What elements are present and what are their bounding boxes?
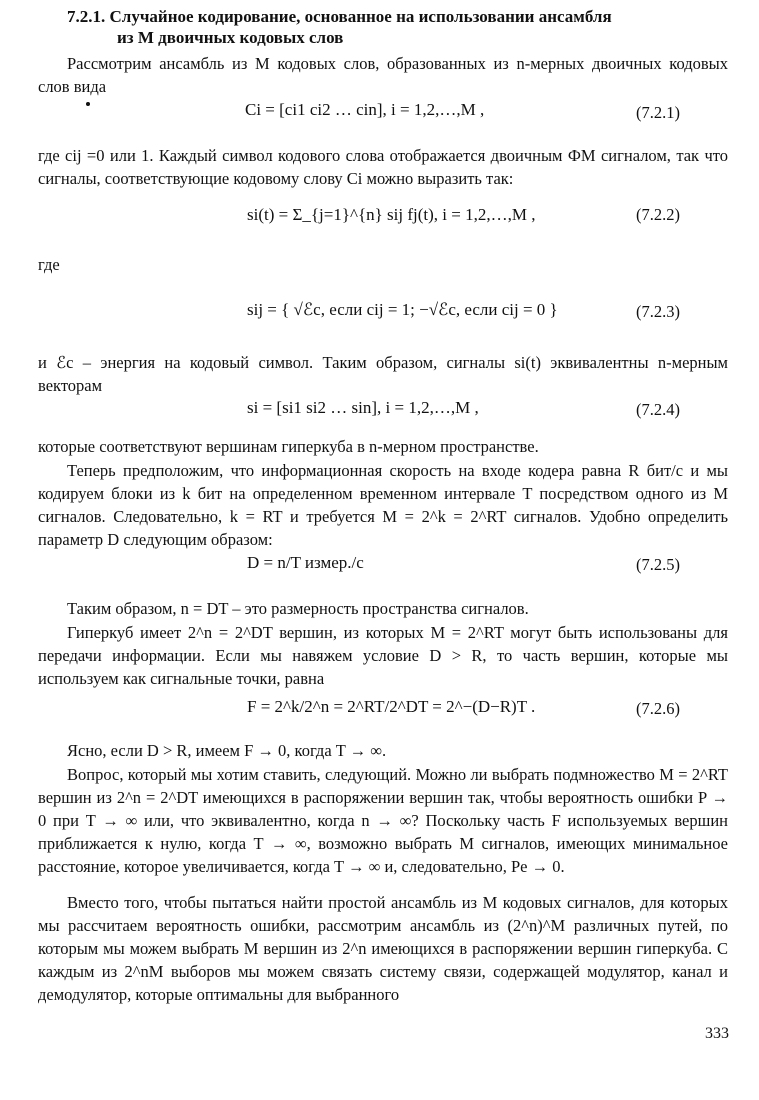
paragraph-8: Гиперкуб имеет 2^n = 2^DT вершин, из которых M = 2^RT могут быть использованы для передачи информации. Если мы навяжем условие D > R, то часть вершин, которые мы используем как сигнальные точки, равна (38, 623, 728, 688)
equation-7-2-5: D = n/T измер./с (247, 553, 364, 572)
paragraph-11: Вместо того, чтобы пытаться найти простой ансамбль из M кодовых сигналов, для которых мы рассчитаем вероятность ошибки, рассмотрим ансамбль из (2^n)^M различных путей, по которым мы можем выбрать M вершин из 2^n имеющихся в распоряжении вершин гиперкуба. С каждым из 2^nM выборов мы можем связать систему связи, содержащей модулятор, канал и демодулятор, которые оптимальны для выбранного (38, 893, 728, 1004)
equation-number-7-2-4: (7.2.4) (636, 400, 680, 419)
paragraph-5: которые соответствуют вершинам гиперкуба в n-мерном пространстве. (38, 437, 539, 456)
paragraph-1: Рассмотрим ансамбль из M кодовых слов, образованных из n-мерных двоичных кодовых слов вида (38, 54, 728, 96)
equation-number-7-2-5: (7.2.5) (636, 555, 680, 574)
equation-number-7-2-3: (7.2.3) (636, 302, 680, 321)
paragraph-9: Ясно, если D > R, имеем F → 0, когда T → ∞. (67, 741, 387, 760)
paragraph-4: и ℰc – энергия на кодовый символ. Таким образом, сигналы si(t) эквивалентны n-мерным векторам (38, 353, 728, 395)
equation-7-2-2: si(t) = Σ_{j=1}^{n} sij fj(t), i = 1,2,…,M , (247, 205, 536, 224)
paragraph-10: Вопрос, который мы хотим ставить, следующий. Можно ли выбрать подмножество M = 2^RT вершин из 2^n = 2^DT имеющихся в распоряжении вершин так, чтобы вероятность ошибки P → 0 при T → ∞ или, что эквивалентно, когда n → ∞? Поскольку часть F используемых вершин приближается к нулю, когда T → ∞, возможно выбрать M сигналов, имеющих минимальное расстояние, которое увеличивается, когда T → ∞ и, следовательно, Pe → 0. (38, 765, 728, 876)
section-heading (67, 6, 612, 48)
page-number: 333 (705, 1025, 729, 1042)
equation-number-7-2-1: (7.2.1) (636, 103, 680, 122)
equation-7-2-3: sij = { √ℰc, если cij = 1; −√ℰc, если cij = 0 } (247, 300, 558, 319)
stray-dot (86, 102, 90, 106)
paragraph-6: Теперь предположим, что информационная скорость на входе кодера равна R бит/с и мы кодируем блоки из k бит на определенном временном интервале T посредством одного из M сигналов. Следовательно, k = RT и требуется M = 2^k = 2^RT сигналов. Удобно определить параметр D следующим образом: (38, 461, 728, 549)
heading-line-1: 7.2.1. Случайное кодирование, основанное на использовании ансамбля (67, 7, 612, 26)
equation-7-2-1: Ci = [ci1 ci2 … cin], i = 1,2,…,M , (245, 100, 485, 119)
equation-7-2-4: si = [si1 si2 … sin], i = 1,2,…,M , (247, 398, 479, 417)
equation-number-7-2-2: (7.2.2) (636, 205, 680, 224)
equation-number-7-2-6: (7.2.6) (636, 699, 680, 718)
paragraph-3: где (38, 255, 60, 274)
paragraph-7: Таким образом, n = DT – это размерность пространства сигналов. (67, 599, 529, 618)
paragraph-2: где cij =0 или 1. Каждый символ кодового слова отображается двоичным ФМ сигналом, так что сигналы, соответствующие кодовому слову Ci можно выразить так: (38, 146, 728, 188)
heading-line-2: из M двоичных кодовых слов (117, 28, 344, 47)
equation-7-2-6: F = 2^k/2^n = 2^RT/2^DT = 2^−(D−R)T . (247, 697, 536, 716)
